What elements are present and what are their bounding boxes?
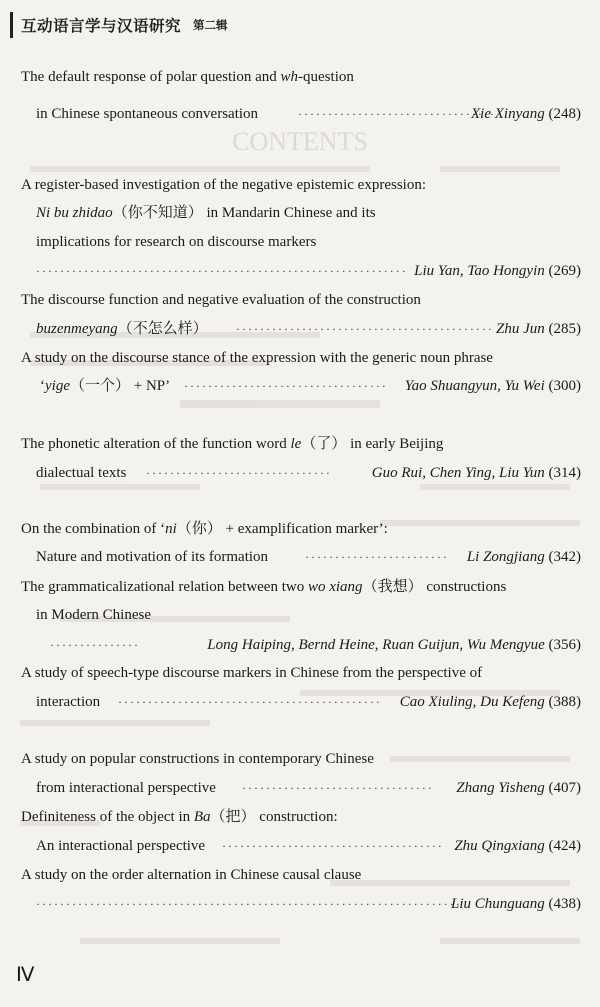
entry-title-line: A study of speech-type discourse markers in Chinese from the perspective of xyxy=(21,665,483,681)
dot-leader: ··········································· xyxy=(236,322,494,336)
entry-title-line: A study on the order alternation in Chinese causal clause xyxy=(21,867,362,883)
dot-leader: ············································ xyxy=(118,695,382,709)
entry-author: Zhu Qingxiang (424) xyxy=(454,838,581,854)
entry-page: (407) xyxy=(548,780,581,796)
entry-page: (269) xyxy=(548,263,581,279)
series-title: 互动语言学与汉语研究 xyxy=(21,17,182,35)
entry-page: (300) xyxy=(548,378,581,394)
running-header xyxy=(10,10,228,40)
entry-title-line: ‘yige（一个） + NP’ xyxy=(40,378,171,394)
entry-page: (285) xyxy=(548,321,581,337)
dot-leader: ························ xyxy=(305,550,449,564)
entry-title-line: Definiteness of the object in Ba（把） construction: xyxy=(21,809,338,825)
issue-label: 第二辑 xyxy=(193,18,228,32)
entry-page: (248) xyxy=(548,106,581,122)
dot-leader: ··············· xyxy=(50,638,140,652)
entry-author: Xie Xinyang (248) xyxy=(471,106,581,122)
entry-page: (356) xyxy=(548,637,581,653)
dot-leader: ······································································· xyxy=(36,897,462,911)
entry-title-line: A study on popular constructions in contemporary Chinese xyxy=(21,751,374,767)
entry-title-line: A study on the discourse stance of the expression with the generic noun phrase xyxy=(21,350,493,366)
entry-title-line: interaction xyxy=(36,694,101,710)
dot-leader: ································· xyxy=(298,107,496,121)
entry-author: Yao Shuangyun, Yu Wei (300) xyxy=(404,378,581,394)
page-number: Ⅳ xyxy=(16,964,34,986)
entry-title-line: The phonetic alteration of the function word le（了） in early Beijing xyxy=(21,436,444,452)
entry-title-line: Nature and motivation of its formation xyxy=(36,549,269,565)
entry-author: Zhu Jun (285) xyxy=(496,321,581,337)
entry-page: (314) xyxy=(548,465,581,481)
entry-title-line: On the combination of ‘ni（你） + examplification marker’: xyxy=(21,521,388,537)
entry-author: Cao Xiuling, Du Kefeng (388) xyxy=(399,694,581,710)
header-rule xyxy=(10,12,13,38)
entry-title-line: The default response of polar question and wh-question xyxy=(21,69,354,85)
entry-title-line: The discourse function and negative evaluation of the construction xyxy=(21,292,421,308)
entry-title-line: The grammaticalizational relation between two wo xiang（我想） constructions xyxy=(21,579,507,595)
entry-title-line: Ni bu zhidao（你不知道） in Mandarin Chinese and its xyxy=(36,205,376,221)
entry-author: Liu Chunguang (438) xyxy=(450,896,581,912)
entry-title-line: implications for research on discourse markers xyxy=(36,234,317,250)
entry-author: Guo Rui, Chen Ying, Liu Yun (314) xyxy=(371,465,581,481)
dot-leader: ······························································ xyxy=(36,264,408,278)
entry-title-line: from interactional perspective xyxy=(36,780,216,796)
entry-page: (388) xyxy=(548,694,581,710)
entry-title-line: in Chinese spontaneous conversation xyxy=(36,106,259,122)
entry-author: Zhang Yisheng (407) xyxy=(456,780,581,796)
ghost-contents-title: CONTENTS xyxy=(232,127,368,156)
entry-page: (424) xyxy=(548,838,581,854)
dot-leader: ······························· xyxy=(146,466,332,480)
entry-author: Li Zongjiang (342) xyxy=(466,549,581,565)
entry-author: Liu Yan, Tao Hongyin (269) xyxy=(414,263,581,279)
entry-title-line: dialectual texts xyxy=(36,465,127,481)
entry-title-line: A register-based investigation of the negative epistemic expression: xyxy=(21,177,426,193)
dot-leader: ·································· xyxy=(184,379,388,393)
entry-page: (342) xyxy=(548,549,581,565)
dot-leader: ································ xyxy=(242,781,434,795)
dot-leader: ····································· xyxy=(222,839,444,853)
entry-title-line: in Modern Chinese xyxy=(36,607,151,623)
entry-title-line: buzenmeyang（不怎么样） xyxy=(36,321,208,337)
entry-page: (438) xyxy=(548,896,581,912)
entry-author: Long Haiping, Bernd Heine, Ruan Guijun, Wu Mengyue (356) xyxy=(207,637,581,653)
entry-title-line: An interactional perspective xyxy=(36,838,206,854)
